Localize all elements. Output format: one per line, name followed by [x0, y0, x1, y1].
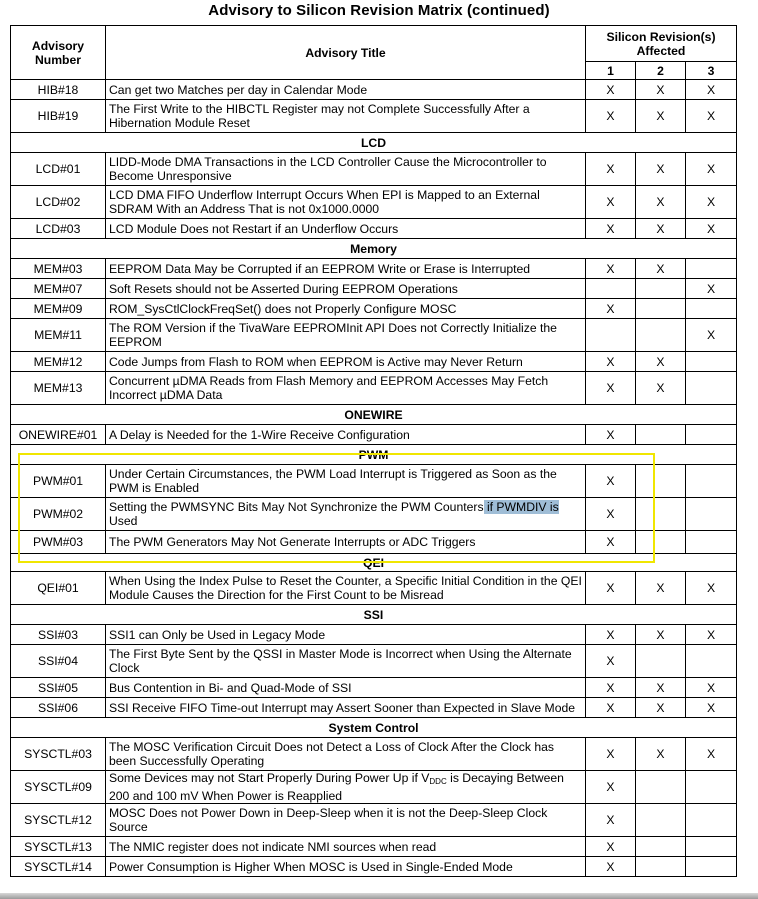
revision-1-cell: X	[586, 771, 636, 804]
advisory-row	[11, 857, 737, 877]
revision-2-cell: X	[636, 80, 686, 100]
revision-1-cell: X	[586, 153, 636, 186]
advisory-row	[11, 100, 737, 133]
revision-3-cell	[686, 645, 737, 678]
revision-1-cell: X	[586, 352, 636, 372]
advisory-title: The MOSC Verification Circuit Does not Detect a Loss of Clock After the Clock has been Successfully Operating	[106, 738, 586, 771]
section-label: SSI	[11, 605, 737, 625]
revision-3-cell: X	[686, 219, 737, 239]
advisory-number: SYSCTL#14	[11, 857, 106, 877]
revision-3-cell: X	[686, 186, 737, 219]
revision-1-cell: X	[586, 259, 636, 279]
revision-2-cell	[636, 319, 686, 352]
revision-3-header: 3	[686, 62, 737, 80]
advisory-number: LCD#02	[11, 186, 106, 219]
advisory-number: MEM#11	[11, 319, 106, 352]
advisory-title: The First Write to the HIBCTL Register may not Complete Successfully After a Hibernation Module Reset	[106, 100, 586, 133]
revision-2-cell: X	[636, 186, 686, 219]
advisory-title: The NMIC register does not indicate NMI sources when read	[106, 837, 586, 857]
advisory-title	[106, 498, 586, 531]
revision-2-cell: X	[636, 625, 686, 645]
revision-3-cell: X	[686, 100, 737, 133]
section-label: PWM	[11, 445, 737, 465]
revision-2-cell	[636, 837, 686, 857]
advisory-title: Code Jumps from Flash to ROM when EEPROM is Active may Never Return	[106, 352, 586, 372]
advisory-row	[11, 572, 737, 605]
advisory-number: PWM#01	[11, 465, 106, 498]
revision-1-cell: X	[586, 299, 636, 319]
advisory-title: The First Byte Sent by the QSSI in Master Mode is Incorrect when Using the Alternate Clock	[106, 645, 586, 678]
advisory-number: SSI#03	[11, 625, 106, 645]
revision-3-cell	[686, 425, 737, 445]
selected-text-highlight: if PWMDIV is	[483, 500, 559, 514]
advisory-row	[11, 625, 737, 645]
revision-3-cell: X	[686, 625, 737, 645]
revision-1-cell: X	[586, 572, 636, 605]
section-row	[11, 718, 737, 738]
revision-2-cell: X	[636, 100, 686, 133]
revision-3-cell	[686, 259, 737, 279]
advisory-title: ROM_SysCtlClockFreqSet() does not Properly Configure MOSC	[106, 299, 586, 319]
advisory-title: LCD Module Does not Restart if an Underflow Occurs	[106, 219, 586, 239]
revision-1-cell: X	[586, 738, 636, 771]
revision-3-cell: X	[686, 572, 737, 605]
advisory-number: LCD#01	[11, 153, 106, 186]
advisory-row	[11, 645, 737, 678]
revision-2-cell	[636, 857, 686, 877]
advisory-number: ONEWIRE#01	[11, 425, 106, 445]
revision-1-cell: X	[586, 372, 636, 405]
revision-3-cell	[686, 372, 737, 405]
advisory-row	[11, 153, 737, 186]
advisory-title: Power Consumption is Higher When MOSC is Used in Single-Ended Mode	[106, 857, 586, 877]
advisory-row	[11, 319, 737, 352]
advisory-title	[106, 771, 586, 804]
revision-2-cell	[636, 531, 686, 554]
revision-2-header: 2	[636, 62, 686, 80]
revision-1-cell: X	[586, 804, 636, 837]
revision-2-cell: X	[636, 259, 686, 279]
advisory-number: HIB#19	[11, 100, 106, 133]
page-title: Advisory to Silicon Revision Matrix (continued)	[208, 2, 550, 19]
advisory-title: A Delay is Needed for the 1-Wire Receive Configuration	[106, 425, 586, 445]
advisory-number: HIB#18	[11, 80, 106, 100]
advisory-number: PWM#02	[11, 498, 106, 531]
advisory-title: Soft Resets should not be Asserted During EEPROM Operations	[106, 279, 586, 299]
revision-2-cell	[636, 425, 686, 445]
advisory-row	[11, 465, 737, 498]
revision-1-cell: X	[586, 219, 636, 239]
advisory-row	[11, 837, 737, 857]
revision-2-cell	[636, 299, 686, 319]
advisory-title: Can get two Matches per day in Calendar Mode	[106, 80, 586, 100]
advisory-number: MEM#07	[11, 279, 106, 299]
advisory-row	[11, 299, 737, 319]
advisory-row	[11, 219, 737, 239]
advisory-row	[11, 80, 737, 100]
advisory-row	[11, 279, 737, 299]
advisory-number: QEI#01	[11, 572, 106, 605]
section-label: Memory	[11, 239, 737, 259]
section-row	[11, 405, 737, 425]
advisory-row	[11, 531, 737, 554]
silicon-revisions-header: Silicon Revision(s) Affected	[586, 26, 737, 62]
section-row	[11, 605, 737, 625]
advisory-matrix-table	[10, 25, 737, 877]
advisory-number: SYSCTL#09	[11, 771, 106, 804]
revision-1-header: 1	[586, 62, 636, 80]
subscript-text: DDC	[429, 777, 447, 786]
advisory-number: SSI#04	[11, 645, 106, 678]
advisory-title-header: Advisory Title	[106, 26, 586, 80]
advisory-number: SSI#06	[11, 698, 106, 718]
revision-3-cell	[686, 352, 737, 372]
advisory-row	[11, 678, 737, 698]
advisory-title-text: Setting the PWMSYNC Bits May Not Synchronize the PWM Counters	[109, 500, 484, 514]
advisory-title: LCD DMA FIFO Underflow Interrupt Occurs When EPI is Mapped to an External SDRAM With an Address That is not 0x1000.0000	[106, 186, 586, 219]
revision-2-cell: X	[636, 352, 686, 372]
section-row	[11, 239, 737, 259]
advisory-number: PWM#03	[11, 531, 106, 554]
advisory-row	[11, 498, 737, 531]
revision-3-cell: X	[686, 678, 737, 698]
section-row	[11, 133, 737, 153]
revision-2-cell	[636, 465, 686, 498]
revision-3-cell	[686, 465, 737, 498]
revision-2-cell	[636, 771, 686, 804]
revision-3-cell	[686, 498, 737, 531]
revision-1-cell: X	[586, 625, 636, 645]
revision-1-cell: X	[586, 100, 636, 133]
advisory-number-header: Advisory Number	[11, 26, 106, 80]
window-bottom-edge	[0, 893, 758, 899]
advisory-number: MEM#12	[11, 352, 106, 372]
revision-1-cell: X	[586, 498, 636, 531]
advisory-row	[11, 372, 737, 405]
section-row	[11, 554, 737, 572]
revision-3-cell	[686, 531, 737, 554]
revision-2-cell	[636, 279, 686, 299]
advisory-row	[11, 698, 737, 718]
revision-1-cell	[586, 279, 636, 299]
revision-1-cell: X	[586, 425, 636, 445]
revision-1-cell: X	[586, 465, 636, 498]
section-label: QEI	[11, 554, 737, 572]
advisory-title: Concurrent µDMA Reads from Flash Memory and EEPROM Accesses May Fetch Incorrect µDMA Data	[106, 372, 586, 405]
advisory-number: LCD#03	[11, 219, 106, 239]
advisory-number: SYSCTL#13	[11, 837, 106, 857]
revision-3-cell: X	[686, 319, 737, 352]
revision-1-cell: X	[586, 80, 636, 100]
revision-2-cell	[636, 804, 686, 837]
revision-2-cell: X	[636, 572, 686, 605]
advisory-title-text: Some Devices may not Start Properly During Power Up if V	[109, 771, 430, 785]
advisory-title: EEPROM Data May be Corrupted if an EEPROM Write or Erase is Interrupted	[106, 259, 586, 279]
revision-1-cell: X	[586, 837, 636, 857]
revision-1-cell: X	[586, 531, 636, 554]
advisory-row	[11, 259, 737, 279]
section-label: ONEWIRE	[11, 405, 737, 425]
revision-3-cell: X	[686, 279, 737, 299]
advisory-title: The ROM Version if the TivaWare EEPROMInit API Does not Correctly Initialize the EEPROM	[106, 319, 586, 352]
advisory-number: MEM#09	[11, 299, 106, 319]
advisory-row	[11, 425, 737, 445]
section-label: LCD	[11, 133, 737, 153]
advisory-title: Under Certain Circumstances, the PWM Load Interrupt is Triggered as Soon as the PWM is Enabled	[106, 465, 586, 498]
advisory-row	[11, 771, 737, 804]
matrix-body	[11, 80, 737, 877]
revision-3-cell	[686, 857, 737, 877]
advisory-title: Bus Contention in Bi- and Quad-Mode of SSI	[106, 678, 586, 698]
advisory-row	[11, 186, 737, 219]
revision-2-cell: X	[636, 372, 686, 405]
advisory-title: SSI1 can Only be Used in Legacy Mode	[106, 625, 586, 645]
revision-3-cell: X	[686, 80, 737, 100]
revision-1-cell: X	[586, 857, 636, 877]
section-label: System Control	[11, 718, 737, 738]
revision-1-cell: X	[586, 678, 636, 698]
revision-2-cell: X	[636, 219, 686, 239]
advisory-number: MEM#13	[11, 372, 106, 405]
revision-1-cell: X	[586, 645, 636, 678]
revision-3-cell: X	[686, 153, 737, 186]
revision-2-cell: X	[636, 153, 686, 186]
revision-3-cell	[686, 837, 737, 857]
advisory-row	[11, 352, 737, 372]
revision-3-cell	[686, 299, 737, 319]
revision-3-cell: X	[686, 698, 737, 718]
revision-1-cell: X	[586, 186, 636, 219]
advisory-number: SSI#05	[11, 678, 106, 698]
advisory-title-text: Used	[109, 514, 138, 528]
advisory-title: LIDD-Mode DMA Transactions in the LCD Controller Cause the Microcontroller to Become Unresponsive	[106, 153, 586, 186]
advisory-title: When Using the Index Pulse to Reset the Counter, a Specific Initial Condition in the QEI Module Causes the Direction for the First Count to be Misread	[106, 572, 586, 605]
advisory-title: The PWM Generators May Not Generate Interrupts or ADC Triggers	[106, 531, 586, 554]
revision-2-cell: X	[636, 698, 686, 718]
advisory-title: MOSC Does not Power Down in Deep-Sleep when it is not the Deep-Sleep Clock Source	[106, 804, 586, 837]
revision-2-cell	[636, 498, 686, 531]
revision-2-cell	[636, 645, 686, 678]
advisory-row	[11, 738, 737, 771]
revision-3-cell	[686, 771, 737, 804]
revision-3-cell	[686, 804, 737, 837]
advisory-number: SYSCTL#03	[11, 738, 106, 771]
revision-1-cell: X	[586, 698, 636, 718]
revision-2-cell: X	[636, 678, 686, 698]
section-row	[11, 445, 737, 465]
header-row	[11, 26, 737, 62]
advisory-number: SYSCTL#12	[11, 804, 106, 837]
advisory-title-text: is Decaying Between 200 and 100 mV When Power is Reapplied	[109, 771, 564, 803]
revision-3-cell: X	[686, 738, 737, 771]
revision-1-cell	[586, 319, 636, 352]
revision-2-cell: X	[636, 738, 686, 771]
advisory-title: SSI Receive FIFO Time-out Interrupt may Assert Sooner than Expected in Slave Mode	[106, 698, 586, 718]
advisory-number: MEM#03	[11, 259, 106, 279]
advisory-row	[11, 804, 737, 837]
